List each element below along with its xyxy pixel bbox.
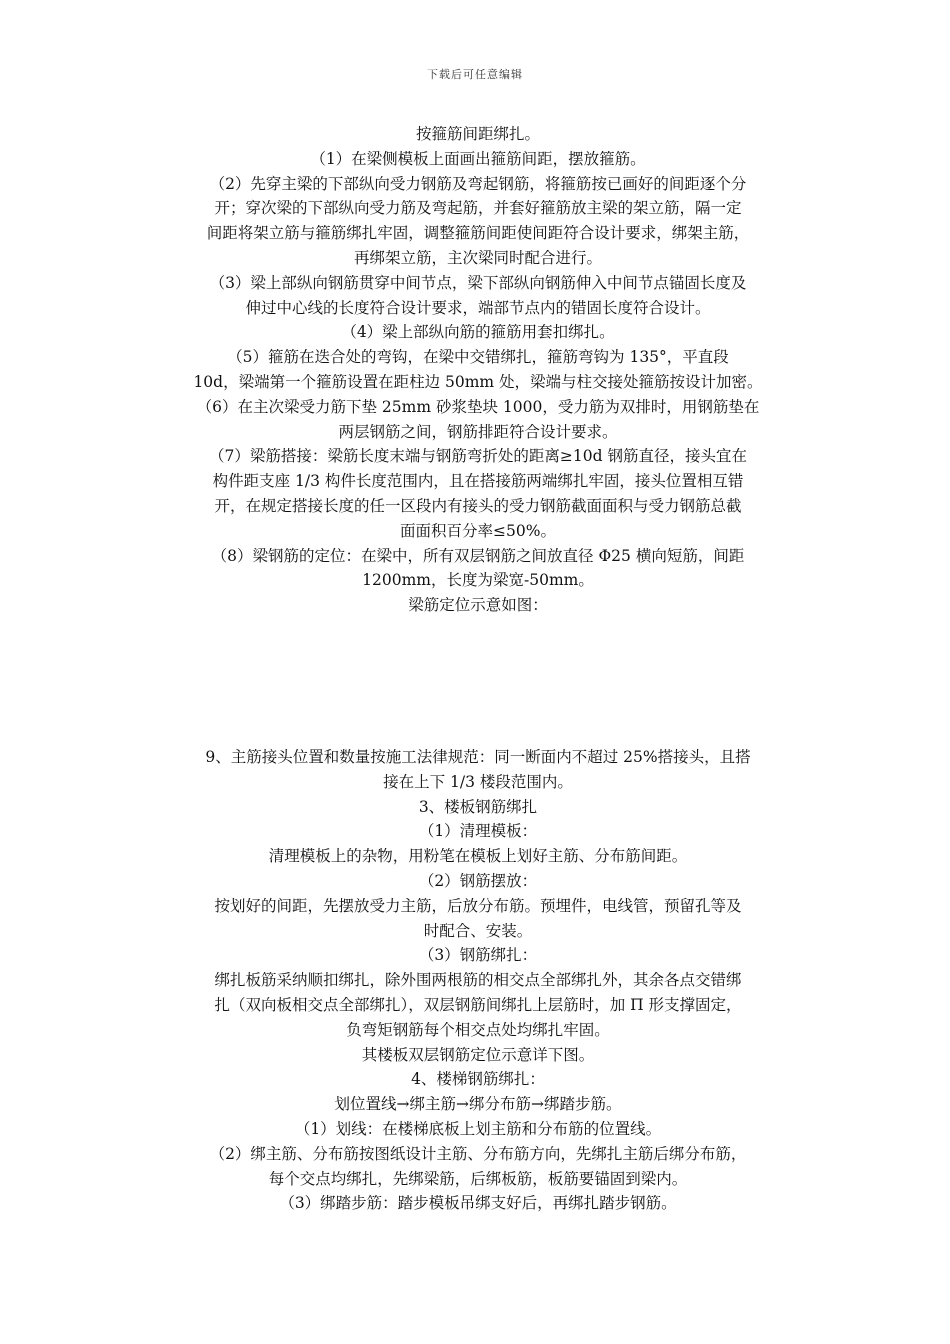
section-heading: 4、楼梯钢筋绑扎： (411, 1070, 545, 1089)
page-header: 下载后可任意编辑 (427, 68, 523, 81)
paragraph-line: 时配合、安装。 (423, 921, 533, 940)
paragraph-line: 再绑架立筋，主次梁同时配合进行。 (353, 248, 602, 267)
paragraph-line: （5）箍筋在迭合处的弯钩，在梁中交错绑扎，箍筋弯钩为 135°，平直段 (227, 348, 729, 367)
paragraph-line: （6）在主次梁受力筋下垫 25mm 砂浆垫块 1000，受力筋为双排时，用钢筋垫在 (196, 397, 760, 416)
paragraph-line: 伸过中心线的长度符合设计要求，端部节点内的错固长度符合设计。 (245, 298, 711, 317)
paragraph-line: 每个交点均绑扎，先绑梁筋，后绑板筋，板筋要锚固到梁内。 (268, 1169, 688, 1188)
paragraph-line: 构件距支座 1/3 构件长度范围内，且在搭接筋两端绑扎牢固，接头位置相互错 (212, 472, 744, 491)
text-block-slab-stair-rebar (148, 745, 808, 1216)
paragraph-line: （3）绑踏步筋：踏步模板吊绑支好后，再绑扎踏步钢筋。 (279, 1194, 677, 1213)
paragraph-line: （1）划线：在楼梯底板上划主筋和分布筋的位置线。 (294, 1119, 662, 1138)
paragraph-line: （1）在梁侧模板上面画出箍筋间距，摆放箍筋。 (310, 149, 646, 168)
paragraph-line: 两层钢筋之间，钢筋排距符合设计要求。 (338, 422, 618, 441)
paragraph-line: 扎（双向板相交点全部绑扎），双层钢筋间绑扎上层筋时，加 Π 形支撑固定， (214, 995, 742, 1014)
paragraph-line: 9、主筋接头位置和数量按施工法律规范：同一断面内不超过 25%搭接头，且搭 (205, 748, 751, 766)
paragraph-line: （3）钢筋绑扎： (418, 946, 538, 965)
paragraph-line: 按划好的间距，先摆放受力主筋，后放分布筋。预埋件，电线管，预留孔等及 (214, 896, 742, 915)
paragraph-line: （4）梁上部纵向筋的箍筋用套扣绑扎。 (341, 323, 615, 342)
paragraph-line: 开，在规定搭接长度的任一区段内有接头的受力钢筋截面面积与受力钢筋总截 (214, 496, 742, 515)
paragraph-line: 面面积百分率≤50%。 (400, 521, 556, 540)
paragraph-line: （8）梁钢筋的定位：在梁中，所有双层钢筋之间放直径 Φ25 横向短筋，间距 (211, 546, 745, 565)
text-block-beam-rebar (148, 122, 808, 618)
paragraph-line: （1）清理模板： (418, 822, 538, 841)
paragraph-line: 梁筋定位示意如图： (408, 596, 548, 615)
paragraph-line: 1200mm，长度为梁宽-50mm。 (362, 571, 594, 590)
paragraph-line: （3）梁上部纵向钢筋贯穿中间节点，梁下部纵向钢筋伸入中间节点锚固长度及 (209, 273, 747, 292)
paragraph-line: （2）先穿主梁的下部纵向受力钢筋及弯起钢筋，将箍筋按已画好的间距逐个分 (209, 174, 747, 193)
paragraph-line: 其楼板双层钢筋定位示意详下图。 (361, 1045, 595, 1064)
paragraph-line: （2）绑主筋、分布筋按图纸设计主筋、分布筋方向，先绑扎主筋后绑分布筋， (209, 1144, 747, 1163)
paragraph-line: 绑扎板筋采纳顺扣绑扎，除外围两根筋的相交点全部绑扎外，其余各点交错绑 (214, 971, 742, 990)
paragraph-line: 接在上下 1/3 楼段范围内。 (383, 772, 573, 791)
paragraph-line: 按箍筋间距绑扎。 (415, 125, 540, 143)
section-heading: 3、楼板钢筋绑扎 (418, 797, 538, 816)
paragraph-line: 划位置线→绑主筋→绑分布筋→绑踏步筋。 (334, 1095, 622, 1114)
paragraph-line: 间距将架立筋与箍筋绑扎牢固，调整箍筋间距使间距符合设计要求，绑架主筋， (206, 224, 750, 243)
paragraph-line: 清理模板上的杂物，用粉笔在模板上划好主筋、分布筋间距。 (268, 847, 688, 866)
paragraph-line: （7）梁筋搭接：梁筋长度末端与钢筋弯折处的距离≥10d 钢筋直径，接头宜在 (209, 447, 747, 466)
paragraph-line: 负弯矩钢筋每个相交点处均绑扎牢固。 (346, 1020, 610, 1039)
paragraph-line: 10d，梁端第一个箍筋设置在距柱边 50mm 处，梁端与柱交接处箍筋按设计加密。 (193, 372, 763, 391)
paragraph-line: （2）钢筋摆放： (418, 871, 538, 890)
paragraph-line: 开；穿次梁的下部纵向受力筋及弯起筋，并套好箍筋放主梁的架立筋，隔一定 (214, 199, 742, 218)
